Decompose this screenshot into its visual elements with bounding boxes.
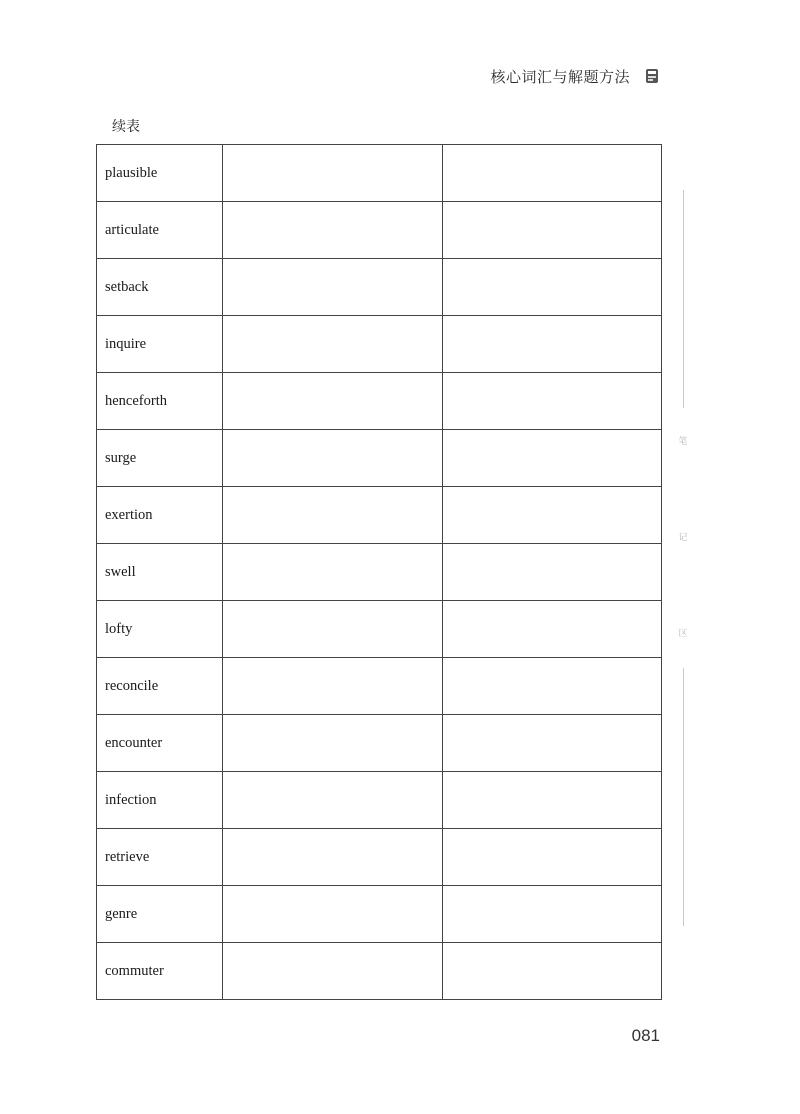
notes-cell [442, 373, 661, 430]
table-row [97, 943, 662, 1000]
table-row [97, 715, 662, 772]
vocab-word: exertion [97, 487, 223, 544]
notes-cell [442, 601, 661, 658]
meaning-cell [223, 829, 442, 886]
table-row [97, 145, 662, 202]
page-number: 081 [631, 1026, 660, 1045]
meaning-cell [223, 316, 442, 373]
vocab-word: surge [97, 430, 223, 487]
notes-cell [442, 544, 661, 601]
vocab-word: plausible [97, 145, 223, 202]
meaning-cell [223, 886, 442, 943]
meaning-cell [223, 943, 442, 1000]
vocab-word: infection [97, 772, 223, 829]
table-row [97, 430, 662, 487]
notes-cell [442, 658, 661, 715]
notes-cell [442, 430, 661, 487]
table-row [97, 829, 662, 886]
table-row [97, 772, 662, 829]
vocab-word: genre [97, 886, 223, 943]
meaning-cell [223, 145, 442, 202]
table-row [97, 316, 662, 373]
vocab-word: retrieve [97, 829, 223, 886]
table-row [97, 601, 662, 658]
vocab-word: articulate [97, 202, 223, 259]
table-row [97, 487, 662, 544]
table-row [97, 373, 662, 430]
vocab-word: commuter [97, 943, 223, 1000]
meaning-cell [223, 715, 442, 772]
meaning-cell [223, 658, 442, 715]
header-title: 核心词汇与解题方法 [490, 68, 630, 86]
notes-cell [442, 943, 661, 1000]
notes-cell [442, 715, 661, 772]
table-row [97, 886, 662, 943]
continued-label: 续表 [112, 119, 140, 135]
notes-cell [442, 259, 661, 316]
notes-char-3: 区 [678, 629, 688, 639]
notes-cell [442, 829, 661, 886]
table-row [97, 202, 662, 259]
notes-char-1: 笔 [678, 437, 688, 447]
notes-cell [442, 886, 661, 943]
table-row [97, 658, 662, 715]
notes-divider-bottom [683, 668, 684, 926]
table-row [97, 259, 662, 316]
vocab-word: lofty [97, 601, 223, 658]
vocabulary-table [96, 144, 662, 1000]
notes-cell [442, 487, 661, 544]
vocab-word: inquire [97, 316, 223, 373]
vocab-word: swell [97, 544, 223, 601]
vocab-word: setback [97, 259, 223, 316]
notes-divider-top [683, 190, 684, 408]
meaning-cell [223, 487, 442, 544]
vocab-word: henceforth [97, 373, 223, 430]
meaning-cell [223, 544, 442, 601]
notes-cell [442, 316, 661, 373]
notes-cell [442, 202, 661, 259]
meaning-cell [223, 259, 442, 316]
book-logo-icon [644, 67, 660, 85]
vocab-word: reconcile [97, 658, 223, 715]
table-row [97, 544, 662, 601]
meaning-cell [223, 202, 442, 259]
meaning-cell [223, 772, 442, 829]
meaning-cell [223, 430, 442, 487]
vocab-word: encounter [97, 715, 223, 772]
meaning-cell [223, 373, 442, 430]
notes-char-2: 记 [678, 533, 688, 543]
notes-cell [442, 772, 661, 829]
notes-cell [442, 145, 661, 202]
meaning-cell [223, 601, 442, 658]
